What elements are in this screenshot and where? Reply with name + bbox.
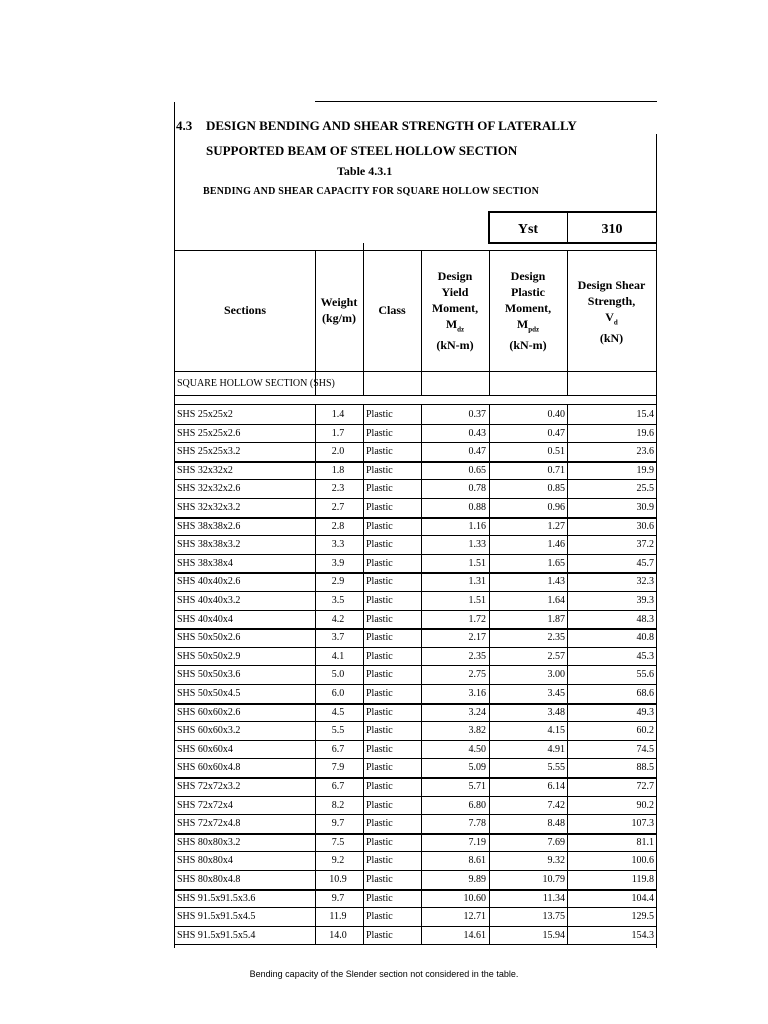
yield-moment-cell: 1.31 bbox=[468, 576, 486, 588]
class-cell: Plastic bbox=[366, 613, 393, 625]
table-row bbox=[174, 517, 656, 535]
section-cell: SHS 60x60x4.8 bbox=[177, 762, 241, 774]
plastic-moment-cell: 2.57 bbox=[547, 650, 565, 662]
shear-strength-cell: 90.2 bbox=[636, 799, 654, 811]
yield-moment-cell: 0.88 bbox=[468, 502, 486, 513]
table-row bbox=[174, 851, 656, 869]
section-cell: SHS 50x50x4.5 bbox=[177, 688, 241, 699]
class-cell: Plastic bbox=[366, 855, 393, 867]
table-row bbox=[174, 461, 656, 479]
plastic-moment-cell: 7.69 bbox=[547, 836, 565, 848]
class-cell: Plastic bbox=[366, 669, 393, 681]
plastic-moment-cell: 15.94 bbox=[542, 929, 565, 941]
plastic-moment-cell: 3.00 bbox=[547, 669, 565, 681]
plastic-moment-cell: 9.32 bbox=[547, 855, 565, 867]
yield-moment-cell: 4.50 bbox=[468, 743, 486, 755]
class-cell: Plastic bbox=[366, 762, 393, 774]
shear-strength-cell: 72.7 bbox=[636, 781, 654, 792]
class-cell: Plastic bbox=[366, 595, 393, 606]
shear-strength-cell: 74.5 bbox=[636, 743, 654, 755]
shear-strength-cell: 48.3 bbox=[636, 613, 654, 625]
col-header-shear-strength: Design Shear Strength, $V_d$ (kN) bbox=[577, 278, 646, 346]
plastic-moment-cell: 0.40 bbox=[547, 409, 565, 420]
class-cell: Plastic bbox=[366, 688, 393, 699]
plastic-moment-cell: 1.65 bbox=[547, 557, 565, 569]
yield-moment-cell: 0.43 bbox=[468, 427, 486, 439]
table-row bbox=[174, 647, 656, 665]
plastic-moment-cell: 1.27 bbox=[547, 520, 565, 532]
weight-cell: 2.7 bbox=[331, 502, 345, 513]
shear-strength-cell: 30.6 bbox=[636, 520, 654, 532]
class-cell: Plastic bbox=[366, 576, 393, 588]
yield-value: 310 bbox=[601, 222, 623, 237]
class-cell: Plastic bbox=[366, 483, 393, 495]
class-cell: Plastic bbox=[366, 706, 393, 718]
class-cell: Plastic bbox=[366, 632, 393, 644]
weight-cell: 1.4 bbox=[331, 409, 345, 420]
plastic-moment-cell: 0.85 bbox=[547, 483, 565, 495]
shear-strength-cell: 30.9 bbox=[636, 502, 654, 513]
col-header-class: Class bbox=[378, 303, 406, 317]
shear-strength-cell: 15.4 bbox=[636, 409, 654, 420]
yield-moment-cell: 1.51 bbox=[468, 557, 486, 569]
class-cell: Plastic bbox=[366, 502, 393, 513]
weight-cell: 2.3 bbox=[331, 483, 345, 495]
class-cell: Plastic bbox=[366, 446, 393, 458]
weight-cell: 7.9 bbox=[331, 762, 345, 774]
section-cell: SHS 80x80x4 bbox=[177, 855, 233, 867]
weight-cell: 3.5 bbox=[331, 595, 345, 606]
class-cell: Plastic bbox=[366, 799, 393, 811]
plastic-moment-cell: 11.34 bbox=[542, 892, 565, 904]
plastic-moment-cell: 6.14 bbox=[547, 781, 565, 792]
section-cell: SHS 40x40x2.6 bbox=[177, 576, 241, 588]
col-header-weight: Weight (kg/m) bbox=[320, 295, 358, 325]
table-row bbox=[174, 554, 656, 572]
shear-strength-cell: 19.6 bbox=[636, 427, 654, 439]
table-row bbox=[174, 591, 656, 609]
table-row bbox=[174, 814, 656, 832]
table-row bbox=[174, 777, 656, 795]
class-cell: Plastic bbox=[366, 464, 393, 476]
shear-strength-cell: 129.5 bbox=[631, 911, 654, 923]
yield-moment-cell: 7.78 bbox=[468, 818, 486, 830]
table-row bbox=[174, 610, 656, 628]
shear-strength-cell: 154.3 bbox=[631, 929, 654, 941]
yield-moment-cell: 0.65 bbox=[468, 464, 486, 476]
plastic-moment-cell: 0.47 bbox=[547, 427, 565, 439]
section-cell: SHS 38x38x4 bbox=[177, 557, 233, 569]
section-cell: SHS 25x25x2 bbox=[177, 409, 233, 420]
plastic-moment-cell: 7.42 bbox=[547, 799, 565, 811]
yield-moment-cell: 1.33 bbox=[468, 539, 486, 551]
section-cell: SHS 60x60x3.2 bbox=[177, 725, 241, 737]
shear-strength-cell: 37.2 bbox=[636, 539, 654, 551]
class-cell: Plastic bbox=[366, 818, 393, 830]
yield-label: Yst bbox=[517, 222, 539, 237]
yield-moment-cell: 0.78 bbox=[468, 483, 486, 495]
weight-cell: 14.0 bbox=[329, 929, 347, 941]
table-row bbox=[174, 572, 656, 590]
section-cell: SHS 91.5x91.5x4.5 bbox=[177, 911, 256, 923]
table-row bbox=[174, 405, 656, 423]
yield-moment-cell: 0.47 bbox=[468, 446, 486, 458]
section-cell: SHS 50x50x2.6 bbox=[177, 632, 241, 644]
class-cell: Plastic bbox=[366, 874, 393, 885]
class-cell: Plastic bbox=[366, 836, 393, 848]
section-cell: SHS 40x40x4 bbox=[177, 613, 233, 625]
table-row bbox=[174, 740, 656, 758]
table-row bbox=[174, 870, 656, 888]
table-row bbox=[174, 665, 656, 683]
weight-cell: 6.7 bbox=[331, 743, 345, 755]
yield-moment-cell: 9.89 bbox=[468, 874, 486, 885]
class-cell: Plastic bbox=[366, 557, 393, 569]
section-cell: SHS 32x32x2 bbox=[177, 464, 233, 476]
table-subtitle: BENDING AND SHEAR CAPACITY FOR SQUARE HOLLOW SECTION bbox=[203, 186, 540, 197]
table-row bbox=[174, 833, 656, 851]
weight-cell: 9.2 bbox=[331, 855, 345, 867]
weight-cell: 2.0 bbox=[331, 446, 345, 458]
plastic-moment-cell: 4.15 bbox=[547, 725, 565, 737]
table-row bbox=[174, 796, 656, 814]
table-row bbox=[174, 498, 656, 516]
section-cell: SHS 40x40x3.2 bbox=[177, 595, 241, 606]
yield-moment-cell: 2.75 bbox=[468, 669, 486, 681]
shear-strength-cell: 49.3 bbox=[636, 706, 654, 718]
weight-cell: 3.7 bbox=[331, 632, 345, 644]
section-cell: SHS 91.5x91.5x5.4 bbox=[177, 929, 256, 941]
weight-cell: 6.0 bbox=[331, 688, 345, 699]
yield-moment-cell: 14.61 bbox=[463, 929, 486, 941]
section-cell: SHS 91.5x91.5x3.6 bbox=[177, 892, 256, 904]
plastic-moment-cell: 10.79 bbox=[542, 874, 565, 885]
table-row bbox=[174, 684, 656, 702]
yield-moment-cell: 12.71 bbox=[463, 911, 486, 923]
top-rule bbox=[315, 101, 657, 102]
weight-cell: 2.9 bbox=[331, 576, 345, 588]
class-cell: Plastic bbox=[366, 427, 393, 439]
yield-moment-cell: 7.19 bbox=[468, 836, 486, 848]
shear-strength-cell: 32.3 bbox=[636, 576, 654, 588]
table-row bbox=[174, 926, 656, 944]
plastic-moment-cell: 1.43 bbox=[547, 576, 565, 588]
table-row bbox=[174, 703, 656, 721]
section-cell: SHS 25x25x3.2 bbox=[177, 446, 241, 458]
shear-strength-cell: 45.7 bbox=[636, 557, 654, 569]
table-row bbox=[174, 758, 656, 776]
table-row bbox=[174, 721, 656, 739]
table-row bbox=[174, 442, 656, 460]
yield-moment-cell: 0.37 bbox=[468, 409, 486, 420]
shear-strength-cell: 119.8 bbox=[631, 874, 654, 885]
plastic-moment-cell: 8.48 bbox=[547, 818, 565, 830]
weight-cell: 4.1 bbox=[331, 650, 345, 662]
shear-strength-cell: 100.6 bbox=[631, 855, 654, 867]
plastic-moment-cell: 5.55 bbox=[547, 762, 565, 774]
class-cell: Plastic bbox=[366, 520, 393, 532]
section-cell: SHS 60x60x2.6 bbox=[177, 706, 241, 718]
section-cell: SHS 72x72x3.2 bbox=[177, 781, 241, 792]
class-cell: Plastic bbox=[366, 539, 393, 551]
yield-moment-cell: 3.16 bbox=[468, 688, 486, 699]
yield-moment-cell: 5.71 bbox=[468, 781, 486, 792]
weight-cell: 3.9 bbox=[331, 557, 345, 569]
table-row bbox=[174, 535, 656, 553]
section-cell: SHS 80x80x4.8 bbox=[177, 874, 241, 885]
yield-moment-cell: 3.24 bbox=[468, 706, 486, 718]
plastic-moment-cell: 13.75 bbox=[542, 911, 565, 923]
section-cell: SHS 32x32x2.6 bbox=[177, 483, 241, 495]
plastic-moment-cell: 1.46 bbox=[547, 539, 565, 551]
plastic-moment-cell: 1.64 bbox=[547, 595, 565, 606]
table-row bbox=[174, 889, 656, 907]
section-cell: SHS 38x38x2.6 bbox=[177, 520, 241, 532]
plastic-moment-cell: 1.87 bbox=[547, 613, 565, 625]
weight-cell: 9.7 bbox=[331, 892, 345, 904]
yield-moment-cell: 2.35 bbox=[468, 650, 486, 662]
table-row bbox=[174, 628, 656, 646]
yield-moment-cell: 8.61 bbox=[468, 855, 486, 867]
section-title-line1: DESIGN BENDING AND SHEAR STRENGTH OF LATERALLY bbox=[206, 118, 577, 133]
weight-cell: 2.8 bbox=[331, 520, 345, 532]
table-row bbox=[174, 424, 656, 442]
weight-cell: 1.8 bbox=[331, 464, 345, 476]
yield-moment-cell: 10.60 bbox=[463, 892, 486, 904]
weight-cell: 5.5 bbox=[331, 725, 345, 737]
shear-strength-cell: 81.1 bbox=[636, 836, 654, 848]
weight-cell: 7.5 bbox=[331, 836, 345, 848]
yield-moment-cell: 1.51 bbox=[468, 595, 486, 606]
weight-cell: 3.3 bbox=[331, 539, 345, 551]
table-row bbox=[174, 479, 656, 497]
plastic-moment-cell: 3.45 bbox=[547, 688, 565, 699]
class-cell: Plastic bbox=[366, 650, 393, 662]
plastic-moment-cell: 0.71 bbox=[547, 464, 565, 476]
class-cell: Plastic bbox=[366, 929, 393, 941]
weight-cell: 1.7 bbox=[331, 427, 345, 439]
table-number: Table 4.3.1 bbox=[337, 164, 393, 178]
shear-strength-cell: 23.6 bbox=[636, 446, 654, 458]
shear-strength-cell: 107.3 bbox=[631, 818, 654, 830]
section-title-line2: SUPPORTED BEAM OF STEEL HOLLOW SECTION bbox=[206, 143, 518, 158]
class-cell: Plastic bbox=[366, 892, 393, 904]
section-cell: SHS 38x38x3.2 bbox=[177, 539, 241, 551]
footnote: Bending capacity of the Slender section not considered in the table. bbox=[249, 969, 519, 979]
table-row bbox=[174, 907, 656, 925]
shear-strength-cell: 19.9 bbox=[636, 464, 654, 476]
yield-moment-cell: 2.17 bbox=[468, 632, 486, 644]
weight-cell: 6.7 bbox=[331, 781, 345, 792]
plastic-moment-cell: 0.51 bbox=[547, 446, 565, 458]
col-header-yield-moment: Design Yield Moment, $M_{dz}$ (kN-m) bbox=[431, 269, 479, 353]
weight-cell: 4.5 bbox=[331, 706, 345, 718]
weight-cell: 8.2 bbox=[331, 799, 345, 811]
yield-moment-cell: 5.09 bbox=[468, 762, 486, 774]
class-cell: Plastic bbox=[366, 911, 393, 923]
shear-strength-cell: 68.6 bbox=[636, 688, 654, 699]
shear-strength-cell: 88.5 bbox=[636, 762, 654, 774]
shear-strength-cell: 45.3 bbox=[636, 650, 654, 662]
shear-strength-cell: 25.5 bbox=[636, 483, 654, 495]
section-cell: SHS 72x72x4.8 bbox=[177, 818, 241, 830]
weight-cell: 10.9 bbox=[329, 874, 347, 885]
section-number: 4.3 bbox=[176, 118, 193, 133]
plastic-moment-cell: 3.48 bbox=[547, 706, 565, 718]
class-cell: Plastic bbox=[366, 409, 393, 420]
col-header-sections: Sections bbox=[224, 303, 266, 317]
shear-strength-cell: 60.2 bbox=[636, 725, 654, 737]
section-cell: SHS 32x32x3.2 bbox=[177, 502, 241, 513]
group-label: SQUARE HOLLOW SECTION (SHS) bbox=[177, 378, 335, 389]
class-cell: Plastic bbox=[366, 781, 393, 792]
plastic-moment-cell: 4.91 bbox=[547, 743, 565, 755]
weight-cell: 4.2 bbox=[331, 613, 345, 625]
section-cell: SHS 72x72x4 bbox=[177, 799, 233, 811]
yield-moment-cell: 3.82 bbox=[468, 725, 486, 737]
class-cell: Plastic bbox=[366, 725, 393, 737]
shear-strength-cell: 55.6 bbox=[636, 669, 654, 681]
section-cell: SHS 50x50x2.9 bbox=[177, 650, 241, 662]
section-cell: SHS 25x25x2.6 bbox=[177, 427, 241, 439]
yield-moment-cell: 1.16 bbox=[468, 520, 486, 532]
weight-cell: 9.7 bbox=[331, 818, 345, 830]
yield-moment-cell: 6.80 bbox=[468, 799, 486, 811]
yield-moment-cell: 1.72 bbox=[468, 613, 486, 625]
section-cell: SHS 60x60x4 bbox=[177, 743, 233, 755]
section-cell: SHS 50x50x3.6 bbox=[177, 669, 241, 681]
plastic-moment-cell: 2.35 bbox=[547, 632, 565, 644]
weight-cell: 5.0 bbox=[331, 669, 345, 681]
shear-strength-cell: 104.4 bbox=[631, 892, 654, 904]
weight-cell: 11.9 bbox=[329, 911, 347, 923]
shear-strength-cell: 40.8 bbox=[636, 632, 654, 644]
shear-strength-cell: 39.3 bbox=[636, 595, 654, 606]
class-cell: Plastic bbox=[366, 743, 393, 755]
col-header-plastic-moment: Design Plastic Moment, $M_{pdz}$ (kN-m) bbox=[504, 269, 552, 353]
plastic-moment-cell: 0.96 bbox=[547, 502, 565, 513]
section-cell: SHS 80x80x3.2 bbox=[177, 836, 241, 848]
